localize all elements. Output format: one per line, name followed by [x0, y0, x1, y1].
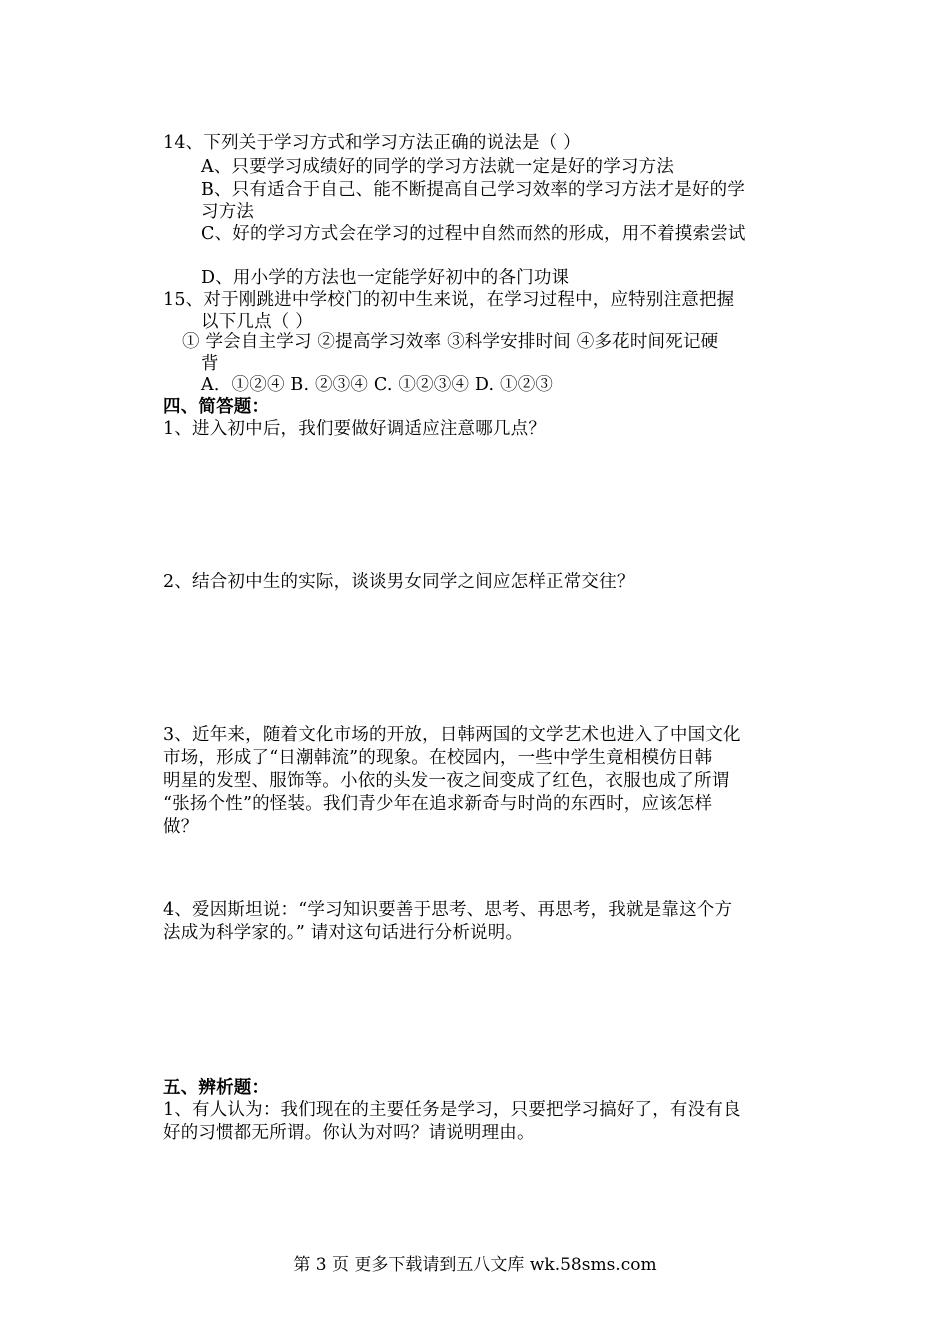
q14-option-a: A、只要学习成绩好的同学的学习方法就一定是好的学习方法: [201, 157, 675, 177]
q14-option-b-line1: B、只有适合于自己、能不断提高自己学习效率的学习方法才是好的学: [201, 180, 746, 200]
section4-q3-line4: “张扬个性”的怪装。我们青少年在追求新奇与时尚的东西时，应该怎样: [163, 794, 713, 814]
q14-option-b-line2: 习方法: [201, 202, 255, 222]
section4-q3-line2: 市场，形成了“日潮韩流”的现象。在校园内，一些中学生竟相模仿日韩: [163, 748, 713, 768]
section4-title: 四、简答题：: [163, 397, 270, 417]
q15-stem-line2: 以下几点（ ）: [201, 312, 313, 332]
section4-q2: 2、结合初中生的实际，谈谈男女同学之间应怎样正常交往？: [163, 572, 635, 592]
section4-q3-line1: 3、近年来，随着文化市场的开放，日韩两国的文学艺术也进入了中国文化: [163, 725, 741, 745]
q14-option-c: C、好的学习方式会在学习的过程中自然而然的形成，用不着摸索尝试: [201, 224, 746, 244]
section5-q1-line1: 1、有人认为：我们现在的主要任务是学习，只要把学习搞好了，有没有良: [163, 1100, 741, 1120]
section5-title: 五、辨析题：: [163, 1078, 270, 1098]
section4-q3-line3: 明星的发型、服饰等。小依的头发一夜之间变成了红色，衣服也成了所谓: [163, 771, 730, 791]
section5-q1-line2: 好的习惯都无所谓。你认为对吗？请说明理由。: [163, 1123, 535, 1143]
section4-q1: 1、进入初中后，我们要做好调适应注意哪几点？: [163, 419, 547, 439]
section4-q4-line1: 4、爱因斯坦说：“学习知识要善于思考、思考、再思考，我就是靠这个方: [163, 900, 733, 920]
q14-option-d: D、用小学的方法也一定能学好初中的各门功课: [201, 268, 570, 288]
section4-q3-line5: 做？: [163, 817, 199, 837]
q15-items-line1: ① 学会自主学习 ②提高学习效率 ③科学安排时间 ④多花时间死记硬: [182, 332, 719, 352]
q15-options: A．①②④ B. ②③④ C. ①②③④ D. ①②③: [201, 375, 554, 395]
section4-q4-line2: 法成为科学家的。” 请对这句话进行分析说明。: [163, 923, 524, 943]
q15-items-line2: 背: [201, 354, 219, 374]
page-footer: 第 3 页 更多下载请到五八文库 wk.58sms.com: [293, 1255, 657, 1275]
q15-stem-line1: 15、对于刚跳进中学校门的初中生来说，在学习过程中，应特别注意把握: [163, 290, 735, 310]
q14-stem: 14、下列关于学习方式和学习方法正确的说法是（ ）: [163, 133, 581, 153]
